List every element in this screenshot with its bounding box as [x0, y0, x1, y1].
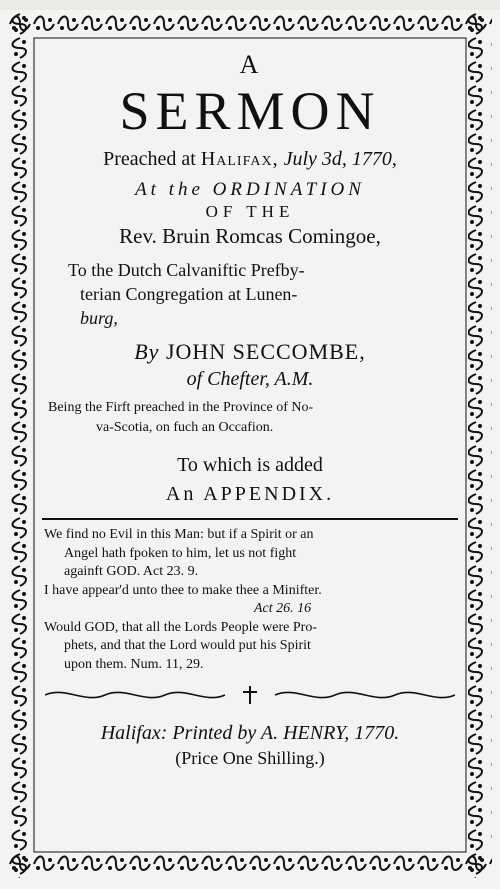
- appendix-line: An APPENDIX.: [165, 483, 335, 505]
- added-line: To which is added: [177, 454, 323, 476]
- divider-rule: [42, 518, 458, 520]
- being-line: va-Scotia, on fuch an Occafion.: [96, 420, 274, 435]
- quote-reference: Act 26. 16: [254, 601, 312, 616]
- quote-line: We find no Evil in this Man: but if a Spirit or an: [44, 527, 314, 542]
- quote-line: Angel hath fpoken to him, let us not fight: [64, 545, 297, 561]
- quote-line: againft GOD. Act 23. 9.: [64, 564, 199, 579]
- being-block: [40, 398, 460, 438]
- preached-line: [40, 146, 460, 172]
- congregation-line: To the Dutch Calvaniftic Prefby-: [68, 260, 305, 280]
- author-by: By: [134, 339, 160, 364]
- price-line: (Price One Shilling.): [175, 748, 325, 768]
- imprint-line: Halifax: Printed by A. HENRY, 1770.: [100, 722, 400, 744]
- ordination-of-the: OF THE: [205, 202, 295, 221]
- congregation-block: [40, 258, 460, 330]
- author-name: JOHN SECCOMBE,: [165, 339, 366, 364]
- quote-line: I have appear'd unto thee to make thee a Minifter.: [44, 582, 322, 598]
- ordination-line: At the ORDINATION: [135, 179, 365, 200]
- preached-prefix: Preached at: [103, 148, 201, 170]
- congregation-line: burg,: [80, 308, 118, 328]
- quote-line: Would GOD, that all the Lords People were Pro-: [44, 619, 317, 635]
- congregation-line: terian Congregation at Lunen-: [80, 284, 298, 304]
- preached-place: Halifax,: [200, 148, 279, 170]
- being-line: Being the Firft preached in the Province of No-: [48, 400, 314, 415]
- title-article: A: [239, 50, 261, 79]
- scan-edge: [0, 0, 500, 10]
- author-line: [40, 338, 460, 366]
- quote-line: upon them. Num. 11, 29.: [64, 656, 204, 672]
- flourish-ornament: [40, 684, 460, 706]
- title-sermon: SERMON: [119, 81, 381, 141]
- quotes-block: [40, 526, 460, 674]
- reverend-name: Rev. Bruin Romcas Comingoe,: [119, 224, 381, 248]
- author-chester: of Chefter, A.M.: [186, 368, 314, 390]
- preached-date: July 3d, 1770,: [283, 148, 397, 170]
- title-page: [40, 44, 460, 846]
- quote-line: phets, and that the Lord would put his Spirit: [64, 638, 311, 653]
